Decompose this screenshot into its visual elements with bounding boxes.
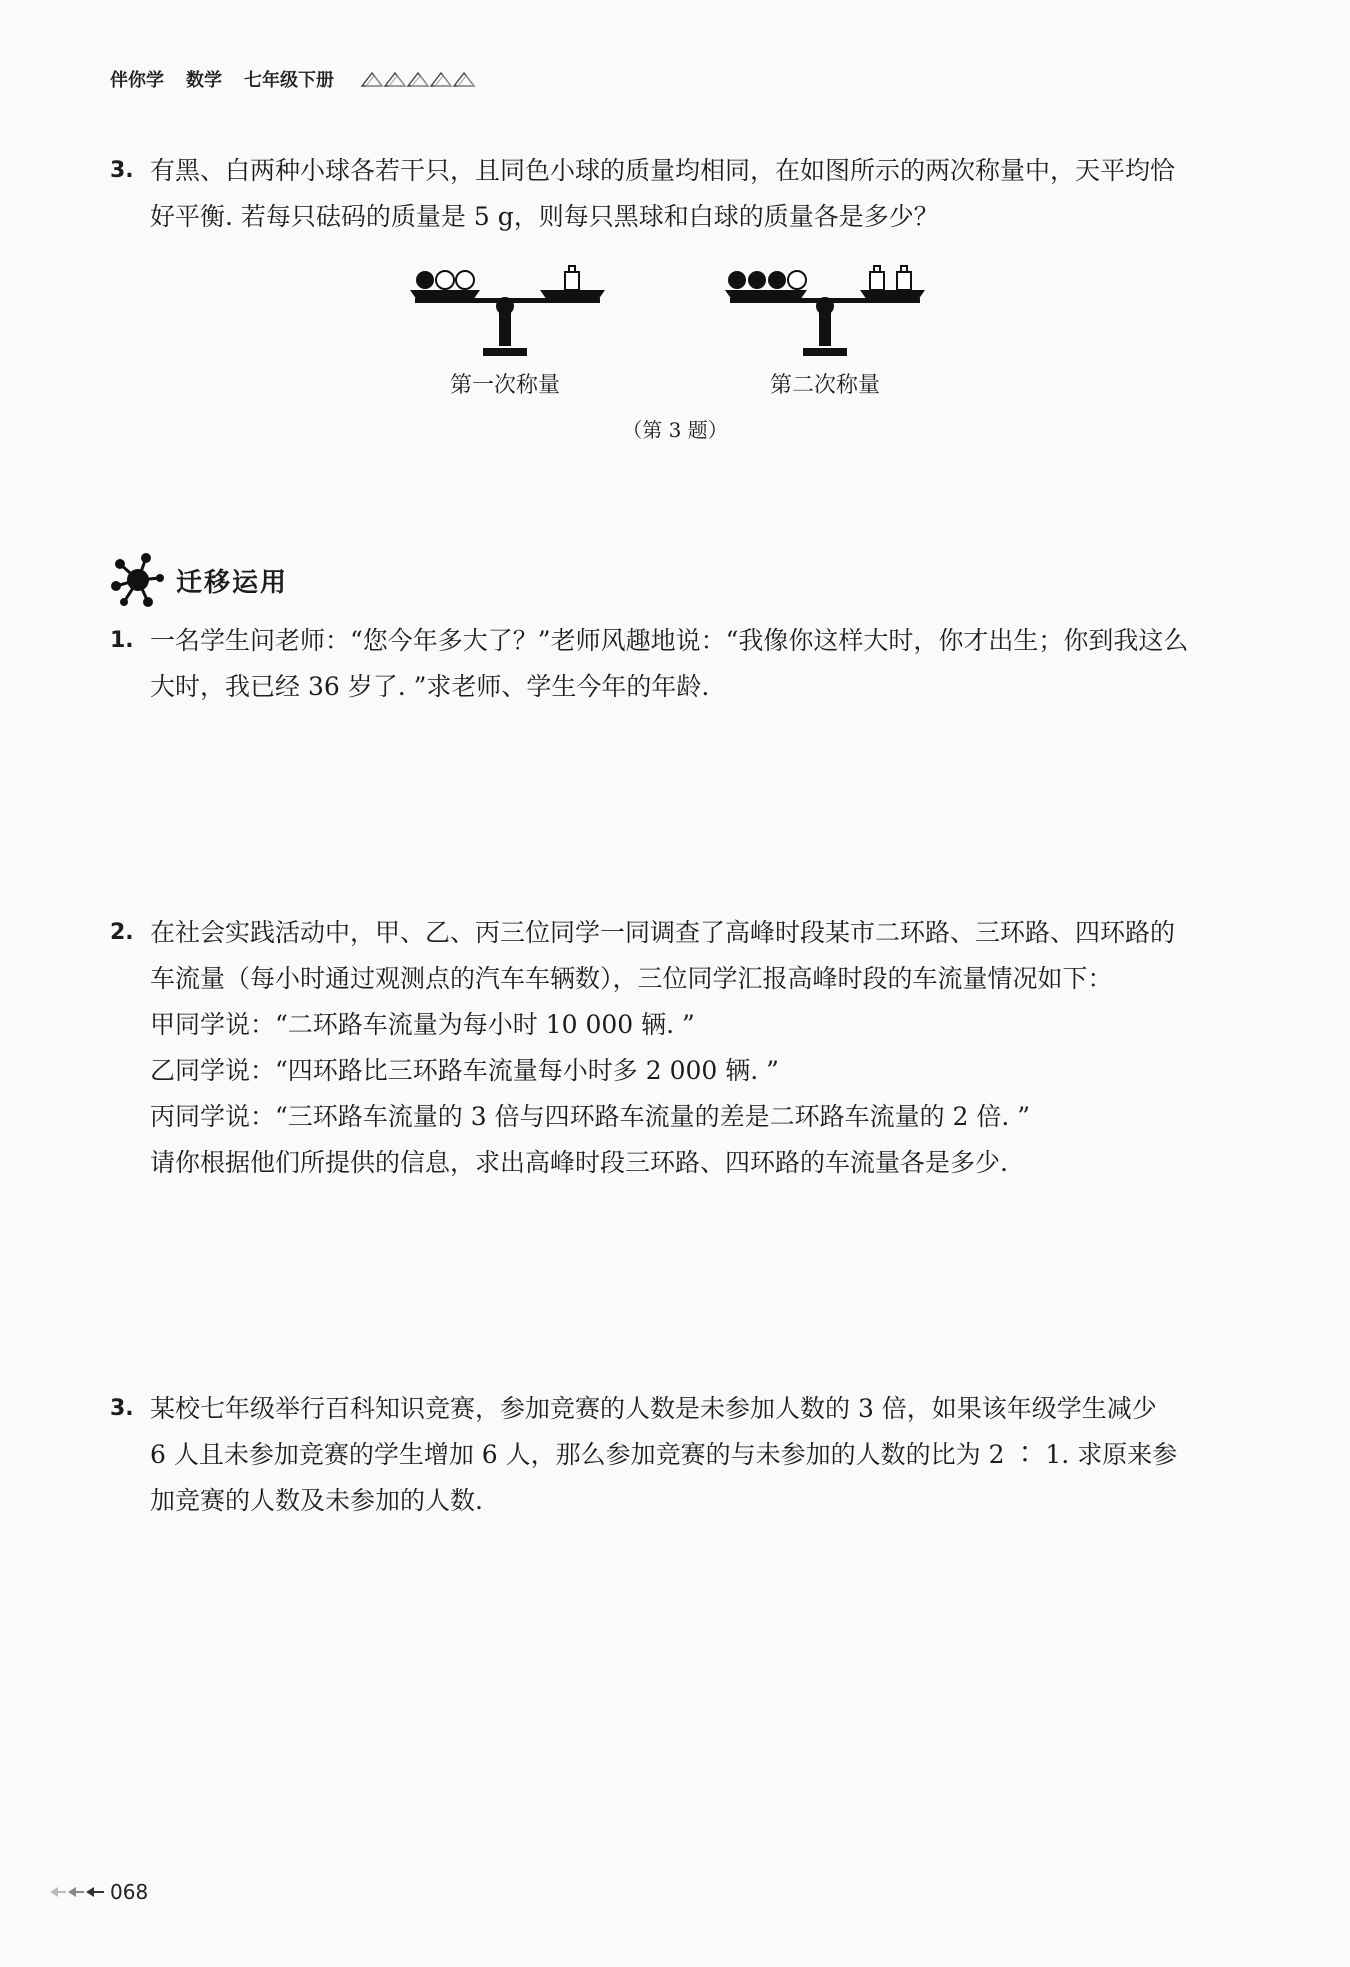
question-text-line: 有黑、白两种小球各若干只，且同色小球的质量均相同，在如图所示的两次称量中，天平均恰: [150, 156, 1176, 185]
exercise-text-line: 丙同学说：“三环路车流量的 3 倍与四环路车流量的差是二环路车流量的 2 倍. ”: [150, 1102, 1031, 1131]
section-heading: [110, 552, 288, 608]
exercise-text-line: 6 人且未参加竞赛的学生增加 6 人，那么参加竞赛的与未参加的人数的比为 2 ∶ 1. 求原来参: [150, 1440, 1178, 1469]
exercise-text-line: 乙同学说：“四环路比三环路车流量每小时多 2 000 辆. ”: [150, 1056, 779, 1085]
page-header: [110, 66, 500, 92]
exercise-text-line: 某校七年级举行百科知识竞赛，参加竞赛的人数是未参加人数的 3 倍，如果该年级学生减少: [150, 1394, 1157, 1423]
exercise-3: [110, 1386, 1240, 1524]
exercise-text-line: 甲同学说：“二环路车流量为每小时 10 000 辆. ”: [150, 1010, 695, 1039]
balance-scale-first-icon: [405, 258, 605, 358]
exercise-text-line: 在社会实践活动中，甲、乙、丙三位同学一同调查了高峰时段某市二环路、三环路、四环路的: [150, 918, 1176, 947]
page-number: 068: [110, 1880, 149, 1904]
book-title: 伴你学: [110, 70, 164, 91]
exercise-text-line: 请你根据他们所提供的信息，求出高峰时段三环路、四环路的车流量各是多少.: [150, 1148, 1008, 1177]
question-3: [110, 148, 1240, 240]
exercise-number: 3.: [110, 1396, 134, 1421]
question-number: 3.: [110, 158, 134, 183]
balance-scale-second-icon: [725, 258, 925, 358]
section-title: 迁移运用: [176, 567, 289, 598]
exercise-text-line: 车流量（每小时通过观测点的汽车车辆数），三位同学汇报高峰时段的车流量情况如下：: [150, 964, 1113, 993]
figure-caption-second: 第二次称量: [769, 373, 880, 398]
page-footer: [50, 1880, 148, 1904]
grade-label: 七年级下册: [244, 70, 334, 91]
exercise-number: 2.: [110, 920, 134, 945]
figure-label: （第 3 题）: [622, 418, 728, 442]
figure-caption-first: 第一次称量: [449, 373, 560, 398]
arrows-left-icon: [50, 1884, 106, 1900]
molecule-icon: [110, 552, 166, 608]
exercise-2: [110, 910, 1240, 1186]
exercise-1: [110, 618, 1240, 710]
exercise-text-line: 加竞赛的人数及未参加的人数.: [150, 1486, 483, 1515]
question-text-line: 好平衡. 若每只砝码的质量是 5 g，则每只黑球和白球的质量各是多少？: [150, 202, 939, 231]
triangles-decoration-icon: [360, 70, 500, 88]
balance-figure: [405, 258, 945, 442]
exercise-text-line: 大时，我已经 36 岁了. ”求老师、学生今年的年龄.: [150, 672, 710, 701]
subject-label: 数学: [186, 70, 222, 91]
exercise-text-line: 一名学生问老师：“您今年多大了？”老师风趣地说：“我像你这样大时，你才出生；你到我这么: [150, 626, 1189, 655]
exercise-number: 1.: [110, 628, 134, 653]
